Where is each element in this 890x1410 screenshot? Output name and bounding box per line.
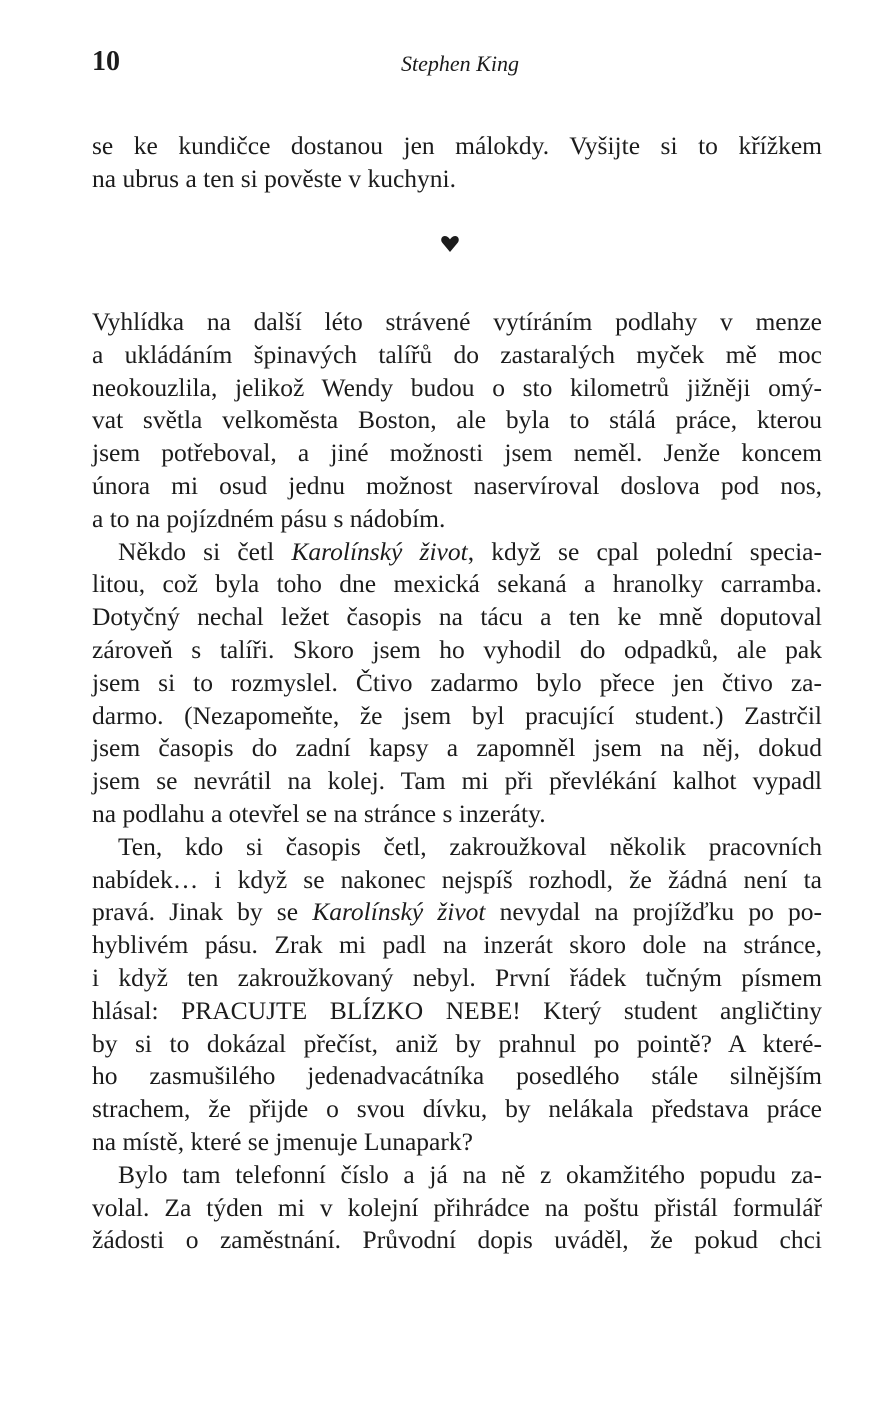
text-line: Vyhlídka na další léto strávené vytíráním podlahy v menze (92, 307, 822, 336)
text-line: nabídek… i když se nakonec nejspíš rozhodl, že žádná není ta (92, 864, 822, 894)
text-line: jsem se nevrátil na kolej. Tam mi při převlékání kalhot vypadl (92, 766, 822, 796)
text-line: Někdo si četl Karolínský život, když se cpal polední specia- (118, 536, 822, 566)
text-line: zároveň s talíři. Skoro jsem ho vyhodil do odpadků, ale pak (92, 634, 822, 664)
text-line: hyblivém pásu. Zrak mi padl na inzerát skoro dole na stránce, (92, 930, 822, 960)
text-line: volal. Za týden mi v kolejní přihrádce na poštu přistál formulář (92, 1192, 822, 1222)
heart-icon (440, 234, 460, 254)
text-line: jsem časopis do zadní kapsy a zapomněl jsem na něj, dokud (92, 733, 822, 763)
running-head-author: Stephen King (401, 51, 519, 76)
text-line: na ubrus a ten si pověste v kuchyni. (92, 163, 457, 193)
text-line: na místě, které se jmenuje Lunapark? (92, 1126, 473, 1156)
paragraph (92, 831, 822, 1159)
text-line: jsem potřeboval, a jiné možnosti jsem neměl. Jenže koncem (92, 438, 822, 468)
text-line: Bylo tam telefonní číslo a já na ně z okamžitého popudu za- (118, 1159, 822, 1189)
magazine-title: Karolínský život (312, 897, 486, 927)
text-line: vat světla velkoměsta Boston, ale byla to stálá práce, kterou (92, 405, 822, 435)
magazine-title: Karolínský život (291, 536, 468, 566)
text-line: by si to dokázal přečíst, aniž by prahnul po pointě? A které- (92, 1028, 822, 1058)
text-line: strachem, že přijde o svou dívku, by nelákala představa práce (92, 1094, 822, 1124)
page-number: 10 (92, 46, 120, 77)
text-line: se ke kundičce dostanou jen málokdy. Vyšijte si to křížkem (92, 131, 822, 160)
text-line: pravá. Jinak by se Karolínský život nevydal na projížďku po po- (92, 897, 822, 927)
text-line: darmo. (Nezapomeňte, že jsem byl pracující student.) Zastrčil (92, 700, 822, 730)
text-line: února mi osud jednu možnost naservíroval doslova pod nos, (92, 470, 822, 500)
text-line: i když ten zakroužkovaný nebyl. První řádek tučným písmem (92, 962, 822, 992)
paragraph (92, 306, 822, 536)
paragraph (92, 536, 822, 831)
text-line: neokouzlila, jelikož Wendy budou o sto kilometrů jižněji omý- (92, 372, 822, 402)
text-line: a ukládáním špinavých talířů do zastaralých myček mě moc (92, 339, 822, 369)
text-line: Ten, kdo si časopis četl, zakroužkoval několik pracovních (118, 831, 822, 861)
paragraph (92, 1159, 822, 1257)
text-line: Dotyčný nechal ležet časopis na tácu a ten ke mně doputoval (92, 602, 822, 632)
text-line: hlásal: PRACUJTE BLÍZKO NEBE! Který student angličtiny (92, 995, 822, 1025)
intro-text (92, 130, 822, 196)
text-line: žádosti o zaměstnání. Průvodní dopis uváděl, že pokud chci (92, 1225, 822, 1255)
text-line: a to na pojízdném pásu s nádobím. (92, 503, 446, 533)
text-line: jsem si to rozmyslel. Čtivo zadarmo bylo přece jen čtivo za- (92, 667, 822, 697)
body-text (92, 306, 822, 1257)
text-line: ho zasmušilého jedenadvacátníka posedlého stále silnějším (92, 1061, 822, 1091)
text-line: na podlahu a otevřel se na stránce s inzeráty. (92, 798, 546, 828)
text-line: litou, což byla toho dne mexická sekaná a hranolky carramba. (92, 569, 822, 599)
